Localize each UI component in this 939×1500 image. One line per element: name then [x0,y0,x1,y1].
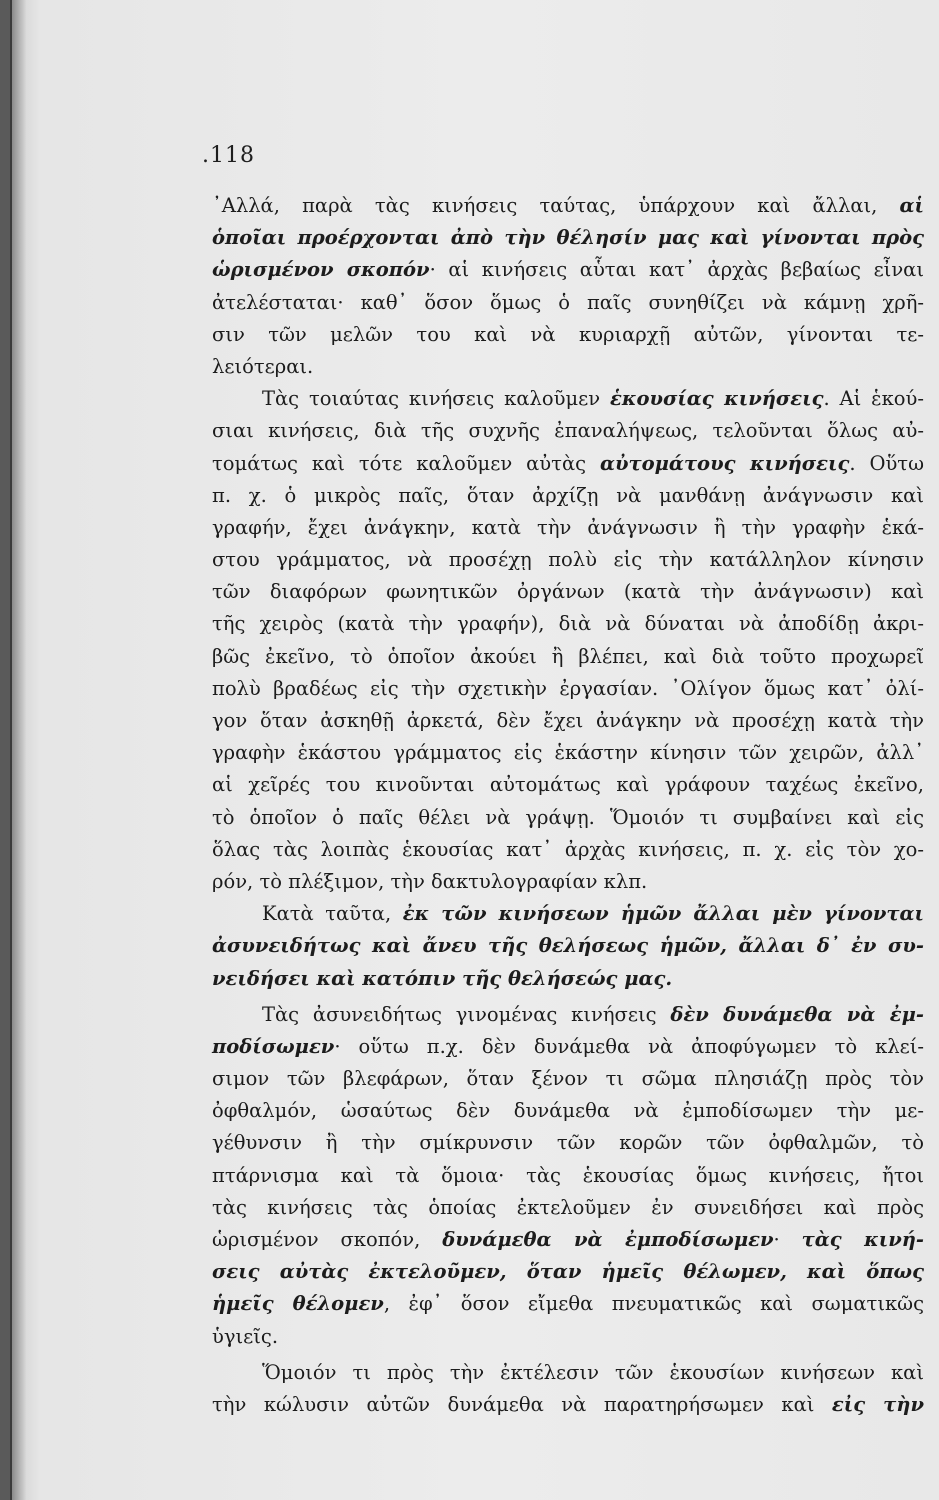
text-segment: γραφήν, ἔχει ἀνάγκην, κατὰ τὴν ἀνάγνωσιν ἢ τὴν γραφὴν ἑκά- [212,515,924,539]
text-line [212,1160,924,1192]
text-line [212,480,924,512]
text-segment: τομάτως καὶ τότε καλοῦμεν αὐτὰς [212,451,600,475]
text-line [212,1127,924,1159]
text-segment: πολὺ βραδέως εἰς τὴν σχετικὴν ἐργασίαν. ᾿Ολίγον ὅμως κατ᾿ ὀλί- [212,676,924,700]
text-line [212,351,924,383]
page-number: .118 [202,143,255,168]
text-segment: Ὅμοιόν τι πρὸς τὴν ἐκτέλεσιν τῶν ἑκουσίων κινήσεων καὶ [262,1360,924,1384]
text-line [212,608,924,640]
text-line [212,576,924,608]
text-segment: ᾿Αλλά, παρὰ τὰς κινήσεις ταύτας, ὑπάρχουν καὶ ἄλλαι, [212,194,900,217]
text-line [212,1389,924,1421]
emphasis-text: ἀσυνειδήτως καὶ ἄνευ τῆς θελήσεως ἡμῶν, ἄλλαι δ᾿ ἐν συ- [212,934,924,958]
text-line [212,1095,924,1127]
text-line [212,254,924,286]
emphasis-text: δὲν δυνάμεθα νὰ ἐμ- [670,1002,924,1026]
text-line [212,1031,924,1063]
text-line [212,1357,924,1389]
text-segment: ρόν, τὸ πλέξιμον, τὴν δακτυλογραφίαν κλπ. [212,869,648,893]
text-line [212,866,924,898]
book-page [10,0,939,1500]
text-segment: ὑγιεῖς. [212,1324,279,1348]
text-line [212,512,924,544]
text-segment: · αἱ κινήσεις αὗται κατ᾿ ἀρχὰς βεβαίως εἶναι [429,258,924,282]
text-segment: . Οὕτω [849,451,924,475]
text-segment: τὰς κινήσεις τὰς ὁποίας ἐκτελοῦμεν ἐν συνειδήσει καὶ πρὸς [212,1195,924,1219]
text-line [212,1063,924,1095]
emphasis-text: ἑκουσίας κινήσεις [609,387,824,411]
text-line [212,1192,924,1224]
text-segment: · οὕτω π.χ. δὲν δυνάμεθα νὰ ἀποφύγωμεν τὸ κλεί- [334,1034,924,1058]
text-line [212,641,924,673]
text-line [212,383,924,415]
text-segment: λειότεραι. [212,354,314,378]
text-line [212,190,924,222]
text-line [212,673,924,705]
text-segment: τῶν διαφόρων φωνητικῶν ὀργάνων (κατὰ τὴν ἀνάγνωσιν) καὶ [212,580,924,604]
text-segment: τῆς χειρὸς (κατὰ τὴν γραφήν), διὰ νὰ δύναται νὰ ἀποδίδῃ ἀκρι- [212,612,924,636]
text-segment: Τὰς ἀσυνειδήτως γινομένας κινήσεις [262,1002,671,1026]
emphasis-text: ποδίσωμεν [212,1034,335,1058]
text-line [212,222,924,254]
text-segment: · [773,1228,802,1251]
text-line [212,705,924,737]
text-segment: ὀφθαλμόν, ὡσαύτως δὲν δυνάμεθα νὰ ἐμποδίσωμεν τὴν με- [212,1099,924,1123]
text-line [212,319,924,351]
text-segment: Τὰς τοιαύτας κινήσεις καλοῦμεν [262,387,610,411]
text-segment: αἱ χεῖρές του κινοῦνται αὐτομάτως καὶ γράφουν ταχέως ἐκεῖνο, [212,773,924,797]
text-segment: σιν τῶν μελῶν του καὶ νὰ κυριαρχῇ αὐτῶν, γίνονται τε- [212,322,924,346]
text-line [212,544,924,576]
text-line [212,287,924,319]
text-segment: τὴν κώλυσιν αὐτῶν δυνάμεθα νὰ παρατηρήσωμεν καὶ [212,1392,832,1416]
text-line [212,930,924,962]
text-segment: , ἐφ᾿ ὅσον εἴμεθα πνευματικῶς καὶ σωματικῶς [383,1292,924,1316]
emphasis-text: ἡμεῖς θέλομεν [212,1292,384,1316]
emphasis-text: αὐτομάτους κινήσεις [600,451,850,475]
text-segment: . Αἱ ἑκού- [823,387,924,411]
text-line [212,834,924,866]
text-segment: ὡρισμένον σκοπόν, [212,1228,443,1251]
text-segment: στου γράμματος, νὰ προσέχῃ πολὺ εἰς τὴν κατάλληλον κίνησιν [212,548,924,572]
text-line [212,999,924,1031]
text-line [212,769,924,801]
emphasis-text: ἐκ τῶν κινήσεων ἡμῶν ἄλλαι μὲν γίνονται [402,902,924,926]
text-line [212,415,924,447]
text-segment: ὅλας τὰς λοιπὰς ἑκουσίας κατ᾿ ἀρχὰς κινήσεις, π. χ. εἰς τὸν χο- [212,837,924,861]
emphasis-text: δυνάμεθα νὰ ἐμποδίσωμεν [442,1228,774,1251]
text-line [212,1288,924,1320]
text-segment: γέθυνσιν ἢ τὴν σμίκρυνσιν τῶν κορῶν τῶν ὀφθαλμῶν, τὸ [212,1131,924,1155]
text-segment: βῶς ἐκεῖνο, τὸ ὁποῖον ἀκούει ἢ βλέπει, καὶ διὰ τοῦτο προχωρεῖ [212,644,924,668]
text-segment: σιαι κινήσεις, διὰ τῆς συχνῆς ἐπαναλήψεως, τελοῦνται ὅλως αὐ- [212,419,924,443]
text-segment: τὸ ὁποῖον ὁ παῖς θέλει νὰ γράψῃ. Ὅμοιόν τι συμβαίνει καὶ εἰς [212,805,924,829]
text-line [212,963,924,995]
text-segment: γον ὅταν ἀσκηθῇ ἀρκετά, δὲν ἔχει ἀνάγκην νὰ προσέχῃ κατὰ τὴν [212,709,924,732]
emphasis-text: νειδήσει καὶ κατόπιν τῆς θελήσεώς μας. [212,966,673,990]
text-segment: σιμον τῶν βλεφάρων, ὅταν ξένον τι σῶμα πλησιάζῃ πρὸς τὸν [212,1067,924,1091]
emphasis-text: ὡρισμένον σκοπόν [212,258,430,282]
emphasis-text: εἰς τὴν [831,1392,925,1416]
text-line [212,448,924,480]
emphasis-text: τὰς κινή- [801,1228,924,1251]
text-line [212,1256,924,1288]
text-line [212,1224,924,1256]
emphasis-text: σεις αὐτὰς ἐκτελοῦμεν, ὅταν ἡμεῖς θέλωμεν, καὶ ὅπως [212,1260,924,1284]
text-line [212,737,924,769]
body-text [212,190,924,1421]
text-line [212,898,924,930]
emphasis-text: αἱ [899,194,924,217]
text-segment: πτάρνισμα καὶ τὰ ὅμοια· τὰς ἑκουσίας ὅμως κινήσεις, ἤτοι [212,1163,924,1187]
text-line [212,802,924,834]
text-segment: Κατὰ ταῦτα, [262,902,403,926]
text-segment: π. χ. ὁ μικρὸς παῖς, ὅταν ἀρχίζῃ νὰ μανθάνῃ ἀνάγνωσιν καὶ [212,483,924,507]
emphasis-text: ὁποῖαι προέρχονται ἀπὸ τὴν θέλησίν μας καὶ γίνονται πρὸς [212,226,924,250]
text-line [212,1321,924,1353]
text-segment: γραφὴν ἑκάστου γράμματος εἰς ἑκάστην κίνησιν τῶν χειρῶν, ἀλλ᾿ [212,741,924,765]
text-segment: ἀτελέσταται· καθ᾿ ὅσον ὅμως ὁ παῖς συνηθίζει νὰ κάμνῃ χρῆ- [212,290,924,314]
